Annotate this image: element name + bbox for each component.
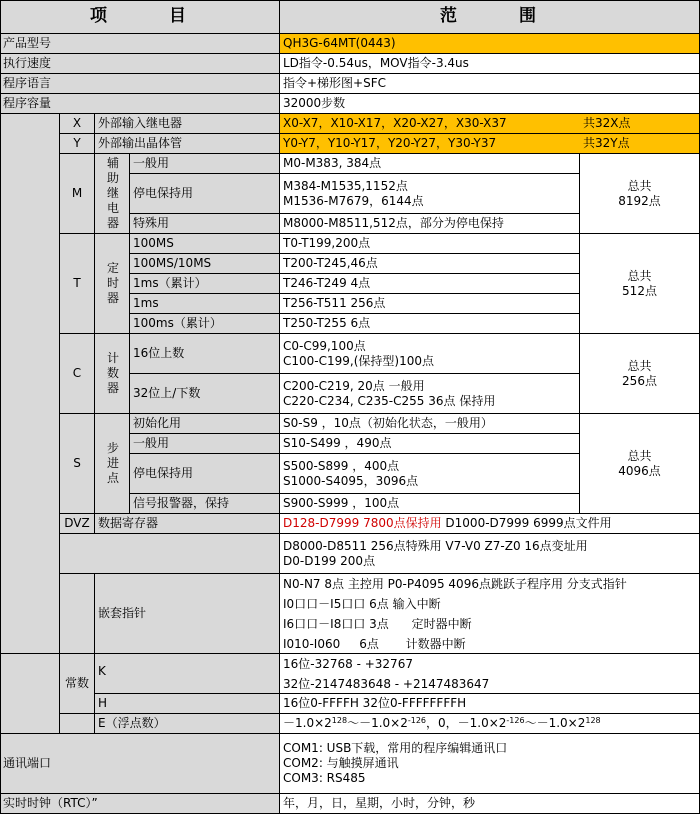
e-exp-b: 128 — [331, 716, 348, 725]
t-group-text: 定时器 — [107, 261, 120, 305]
t-group — [95, 234, 130, 334]
c-r2-line2: C220-C234, C235-C255 36点 保持用 — [283, 393, 496, 408]
t-r2-label: 100MS/10MS — [130, 254, 280, 274]
c-r2-line1: C200-C219, 20点 一般用 — [283, 378, 425, 393]
t-total-1: 总共 — [627, 268, 652, 283]
t-r1-label: 100MS — [130, 234, 280, 254]
dvz-r1-red: D128-D7999 7800点保持用 — [283, 516, 442, 530]
const-k-line1: 16位-32768 - +32767 — [283, 656, 413, 671]
s-r2-label: 一般用 — [130, 434, 280, 454]
m-r2-line1: M384-M1535,1152点 — [283, 178, 408, 193]
dvz-r2-line2: D0-D199 200点 — [283, 553, 376, 568]
capacity-value: 32000步数 — [280, 94, 700, 114]
c-r2-value — [280, 374, 580, 414]
speed-label: 执行速度 — [0, 54, 280, 74]
m-r2-value — [280, 174, 580, 214]
t-r5-label: 100ms（累计） — [130, 314, 280, 334]
dvz-r2-line1: D8000-D8511 256点特殊用 V7-V0 Z7-Z0 16点变址用 — [283, 538, 588, 553]
nest-line2: I0口口－I5口口 6点 输入中断 — [283, 596, 441, 611]
comm-line3: COM3: RS485 — [283, 771, 366, 785]
c-total-2: 256点 — [622, 373, 657, 388]
s-r1-value: S0-S9 ，10点（初始化状态，一般用） — [280, 414, 580, 434]
t-total-2: 512点 — [622, 283, 657, 298]
product-label: 产品型号 — [0, 34, 280, 54]
x-range: X0-X7，X10-X17，X20-X27，X30-X37 — [280, 114, 580, 134]
m-code: M — [60, 154, 95, 234]
dvz-r2-left — [60, 534, 280, 574]
dvz-r2-value — [280, 534, 700, 574]
dvz-r1-rest: D1000-D7999 6999点文件用 — [441, 516, 612, 530]
m-r2-line2: M1536-M7679，6144点 — [283, 193, 424, 208]
left-blank-column — [0, 114, 60, 654]
s-group-text: 步进点 — [107, 441, 120, 485]
y-label: 外部输出晶体管 — [95, 134, 280, 154]
c-group — [95, 334, 130, 414]
nest-blank — [60, 574, 95, 654]
m-total-2: 8192点 — [618, 193, 661, 208]
dvz-label: 数据寄存器 — [95, 514, 280, 534]
s-r1-label: 初始化用 — [130, 414, 280, 434]
comm-line2: COM2: 与触摸屏通讯 — [283, 756, 399, 770]
s-r3-label: 停电保持用 — [130, 454, 280, 494]
e-part-c: ～－1.0×2 — [347, 716, 408, 730]
y-code: Y — [60, 134, 95, 154]
const-k-label: K — [95, 654, 280, 694]
const-h-value: 16位0-FFFFH 32位0-FFFFFFFFH — [280, 694, 700, 714]
language-value: 指令+梯形图+SFC — [280, 74, 700, 94]
const-e-blank — [60, 714, 95, 734]
t-r4-label: 1ms — [130, 294, 280, 314]
t-r3-value: T246-T249 4点 — [280, 274, 580, 294]
comm-line1: COM1: USB下载，常用的程序编辑通讯口 — [283, 741, 508, 755]
s-total — [580, 414, 700, 514]
c-r1-value — [280, 334, 580, 374]
m-total — [580, 154, 700, 234]
const-e-label: E（浮点数） — [95, 714, 280, 734]
header-item: 项 目 — [0, 0, 280, 34]
e-exp-d: -126 — [407, 716, 426, 725]
e-part-g: ～－1.0×2 — [524, 716, 586, 730]
nest-line3: I6口口－I8口口 3点 定时器中断 — [283, 616, 472, 631]
m-r3-label: 特殊用 — [130, 214, 280, 234]
const-label: 常数 — [60, 654, 95, 714]
c-group-text: 计数器 — [107, 351, 120, 395]
t-r2-value: T200-T245,46点 — [280, 254, 580, 274]
m-r3-value: M8000-M8511,512点，部分为停电保持 — [280, 214, 580, 234]
c-total — [580, 334, 700, 414]
e-exp-h: 128 — [585, 716, 601, 725]
product-value: QH3G-64MT(0443) — [280, 34, 700, 54]
nest-line4: I010-I060 6点 计数器中断 — [283, 636, 466, 651]
header-range: 范 围 — [280, 0, 700, 34]
m-r1-label: 一般用 — [130, 154, 280, 174]
t-code: T — [60, 234, 95, 334]
rtc-value: 年，月，日，星期，小时，分钟，秒 — [280, 794, 700, 814]
s-total-2: 4096点 — [618, 463, 661, 478]
const-k-line2: 32位-2147483648 - +2147483647 — [283, 676, 490, 691]
c-r1-line1: C0-C99,100点 — [283, 338, 366, 353]
nest-label: 嵌套指针 — [95, 574, 280, 654]
const-e-value — [280, 714, 700, 734]
capacity-label: 程序容量 — [0, 94, 280, 114]
m-total-1: 总共 — [627, 178, 652, 193]
s-r4-label: 信号报警器，保持 — [130, 494, 280, 514]
e-part-e: ，0，－1.0×2 — [426, 716, 507, 730]
s-r2-value: S10-S499 ，490点 — [280, 434, 580, 454]
s-r4-value: S900-S999 ，100点 — [280, 494, 580, 514]
const-left-blank — [0, 654, 60, 734]
y-total: 共32Y点 — [580, 134, 700, 154]
e-exp-f: -126 — [506, 716, 525, 725]
dvz-r1-value — [280, 514, 700, 534]
c-total-1: 总共 — [627, 358, 652, 373]
t-r1-value: T0-T199,200点 — [280, 234, 580, 254]
dvz-code: DVZ — [60, 514, 95, 534]
t-total — [580, 234, 700, 334]
language-label: 程序语言 — [0, 74, 280, 94]
s-group — [95, 414, 130, 514]
nest-line1: N0-N7 8点 主控用 P0-P4095 4096点跳跃子程序用 分支式指针 — [283, 576, 627, 591]
c-r2-label: 32位上/下数 — [130, 374, 280, 414]
t-r5-value: T250-T255 6点 — [280, 314, 580, 334]
s-code: S — [60, 414, 95, 514]
y-range: Y0-Y7，Y10-Y17，Y20-Y27，Y30-Y37 — [280, 134, 580, 154]
speed-value: LD指令-0.54us，MOV指令-3.4us — [280, 54, 700, 74]
x-label: 外部输入继电器 — [95, 114, 280, 134]
c-r1-line2: C100-C199,(保持型)100点 — [283, 353, 434, 368]
s-r3-value — [280, 454, 580, 494]
s-r3-line1: S500-S899 ，400点 — [283, 458, 400, 473]
t-r3-label: 1ms（累计） — [130, 274, 280, 294]
m-group — [95, 154, 130, 234]
rtc-label: 实时时钟（RTC）” — [0, 794, 280, 814]
x-total: 共32X点 — [580, 114, 700, 134]
x-code: X — [60, 114, 95, 134]
s-total-1: 总共 — [627, 448, 652, 463]
c-code: C — [60, 334, 95, 414]
comm-label: 通讯端口 — [0, 734, 280, 794]
c-r1-label: 16位上数 — [130, 334, 280, 374]
s-r3-line2: S1000-S4095，3096点 — [283, 473, 419, 488]
m-group-text: 辅助继电器 — [107, 156, 120, 230]
nest-value — [280, 574, 700, 654]
m-r2-label: 停电保持用 — [130, 174, 280, 214]
const-h-label: H — [95, 694, 280, 714]
const-k-value — [280, 654, 700, 694]
t-r4-value: T256-T511 256点 — [280, 294, 580, 314]
e-part-a: －1.0×2 — [283, 716, 332, 730]
m-r1-value: M0-M383, 384点 — [280, 154, 580, 174]
comm-value — [280, 734, 700, 794]
